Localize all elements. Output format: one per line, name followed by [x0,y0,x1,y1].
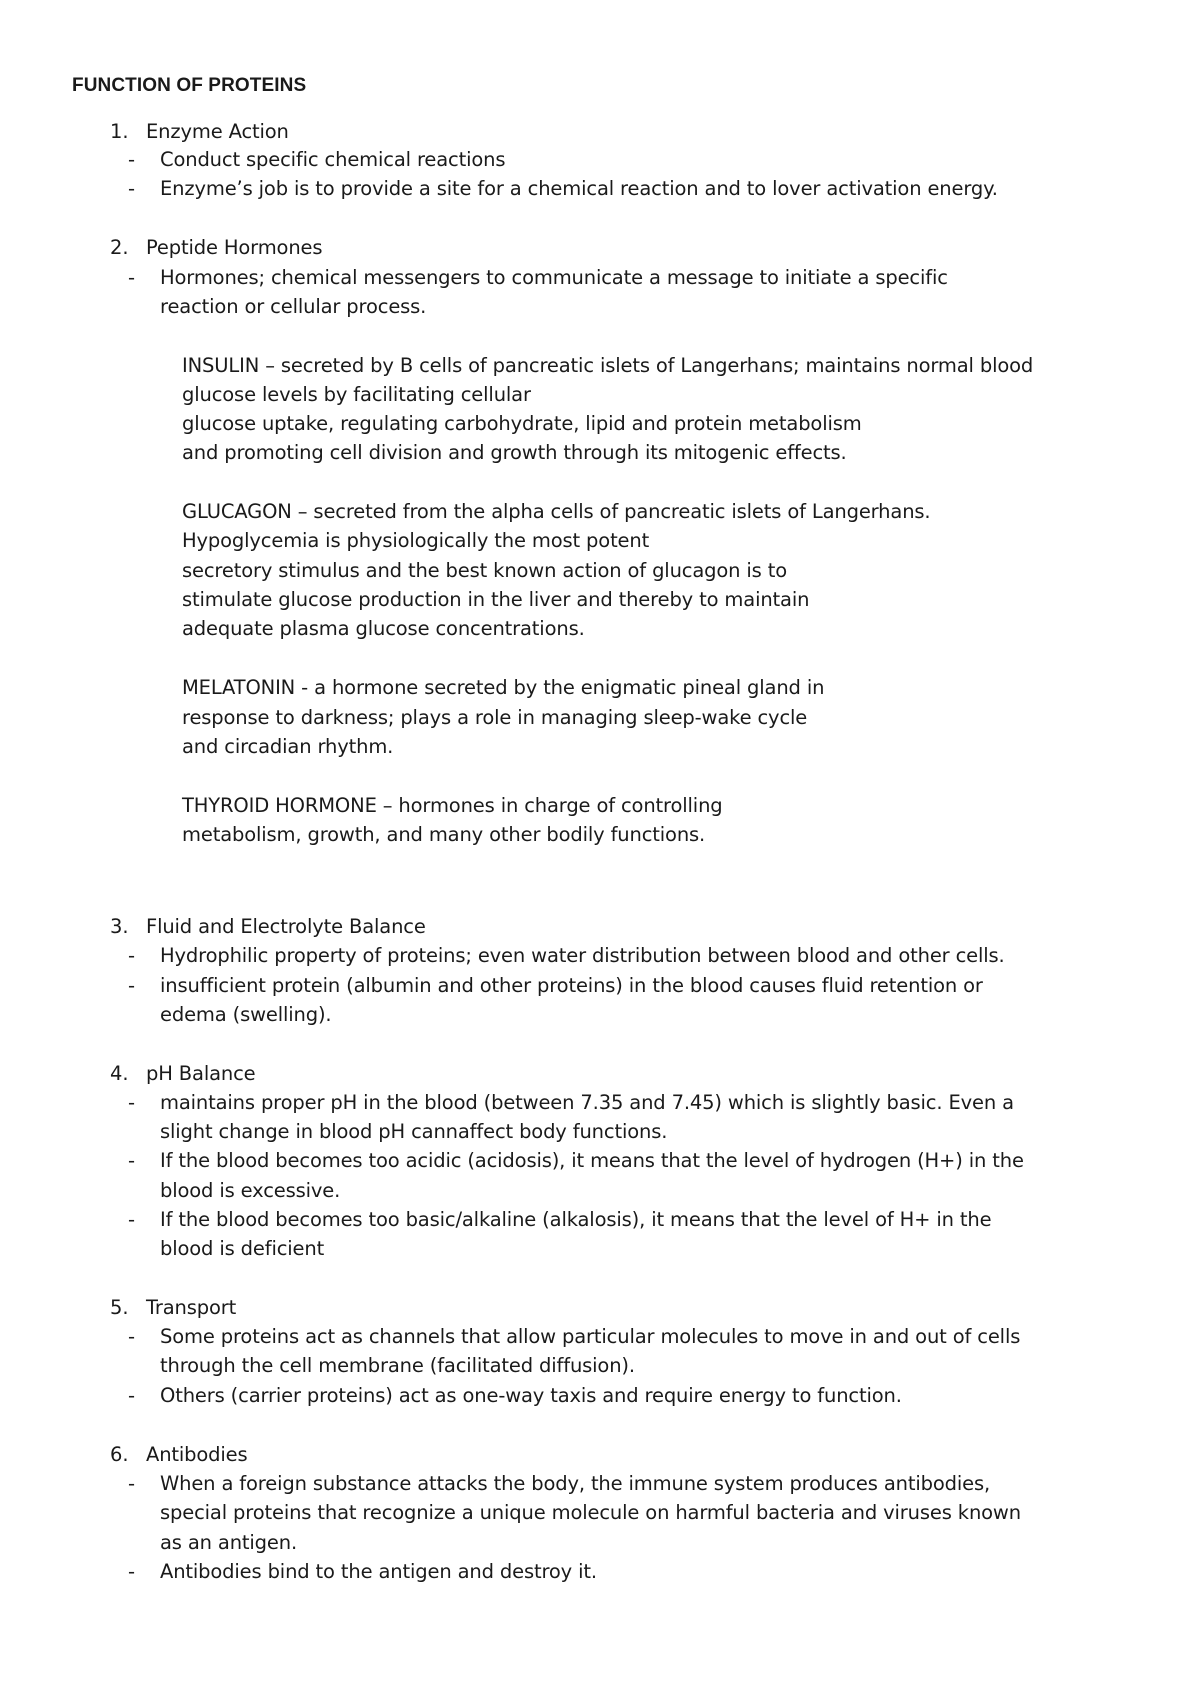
bullet-text: blood is excessive. [160,1179,341,1202]
bullet-text: Hydrophilic property of proteins; even water distribution between blood and other cells. [160,944,1005,967]
glucagon-paragraph: secretory stimulus and the best known action of glucagon is to [182,559,788,582]
bullet-text: slight change in blood pH cannaffect body functions. [160,1120,668,1143]
section-number: 3. [110,915,129,938]
glucagon-paragraph: adequate plasma glucose concentrations. [182,617,585,640]
melatonin-paragraph: MELATONIN - a hormone secreted by the enigmatic pineal gland in [182,676,825,699]
bullet-marker: - [128,944,136,967]
bullet-marker: - [128,1325,136,1348]
bullet-marker: - [128,1384,136,1407]
section-heading: Fluid and Electrolyte Balance [146,915,426,938]
insulin-paragraph: and promoting cell division and growth through its mitogenic effects. [182,441,847,464]
bullet-text: If the blood becomes too acidic (acidosis), it means that the level of hydrogen (H+) in the [160,1149,1024,1172]
insulin-paragraph: glucose levels by facilitating cellular [182,383,531,406]
bullet-marker: - [128,1091,136,1114]
bullet-text: Enzyme’s job is to provide a site for a chemical reaction and to lover activation energy. [160,177,998,200]
bullet-text: When a foreign substance attacks the body, the immune system produces antibodies, [160,1472,990,1495]
insulin-paragraph: glucose uptake, regulating carbohydrate, lipid and protein metabolism [182,412,862,435]
section-heading: Peptide Hormones [146,236,323,259]
bullet-text: Others (carrier proteins) act as one-way taxis and require energy to function. [160,1384,902,1407]
bullet-marker: - [128,1208,136,1231]
bullet-text: Conduct specific chemical reactions [160,148,506,171]
section-number: 1. [110,120,129,143]
bullet-marker: - [128,266,136,289]
thyroid-paragraph: metabolism, growth, and many other bodily functions. [182,823,706,846]
bullet-marker: - [128,1149,136,1172]
section-number: 2. [110,236,129,259]
melatonin-paragraph: and circadian rhythm. [182,735,394,758]
section-heading: pH Balance [146,1062,256,1085]
bullet-marker: - [128,1472,136,1495]
thyroid-paragraph: THYROID HORMONE – hormones in charge of controlling [182,794,723,817]
bullet-text: Antibodies bind to the antigen and destroy it. [160,1560,597,1583]
page-title: FUNCTION OF PROTEINS [72,75,307,96]
bullet-text: reaction or cellular process. [160,295,427,318]
bullet-text: edema (swelling). [160,1003,332,1026]
bullet-marker: - [128,974,136,997]
section-number: 4. [110,1062,129,1085]
glucagon-paragraph: Hypoglycemia is physiologically the most potent [182,529,650,552]
bullet-text: as an antigen. [160,1531,298,1554]
bullet-text: maintains proper pH in the blood (between 7.35 and 7.45) which is slightly basic. Even a [160,1091,1014,1114]
section-heading: Transport [146,1296,237,1319]
section-number: 5. [110,1296,129,1319]
section-number: 6. [110,1443,129,1466]
bullet-text: Some proteins act as channels that allow particular molecules to move in and out of cells [160,1325,1021,1348]
glucagon-paragraph: stimulate glucose production in the liver and thereby to maintain [182,588,810,611]
glucagon-paragraph: GLUCAGON – secreted from the alpha cells of pancreatic islets of Langerhans. [182,500,931,523]
bullet-text: through the cell membrane (facilitated diffusion). [160,1354,635,1377]
section-heading: Antibodies [146,1443,248,1466]
section-heading: Enzyme Action [146,120,289,143]
melatonin-paragraph: response to darkness; plays a role in managing sleep-wake cycle [182,706,808,729]
bullet-text: special proteins that recognize a unique molecule on harmful bacteria and viruses known [160,1501,1021,1524]
bullet-text: insufficient protein (albumin and other proteins) in the blood causes fluid retention or [160,974,983,997]
bullet-text: Hormones; chemical messengers to communicate a message to initiate a specific [160,266,948,289]
bullet-marker: - [128,148,136,171]
insulin-paragraph: INSULIN – secreted by B cells of pancreatic islets of Langerhans; maintains normal blood [182,354,1034,377]
bullet-marker: - [128,177,136,200]
bullet-marker: - [128,1560,136,1583]
bullet-text: If the blood becomes too basic/alkaline (alkalosis), it means that the level of H+ in the [160,1208,992,1231]
bullet-text: blood is deficient [160,1237,325,1260]
